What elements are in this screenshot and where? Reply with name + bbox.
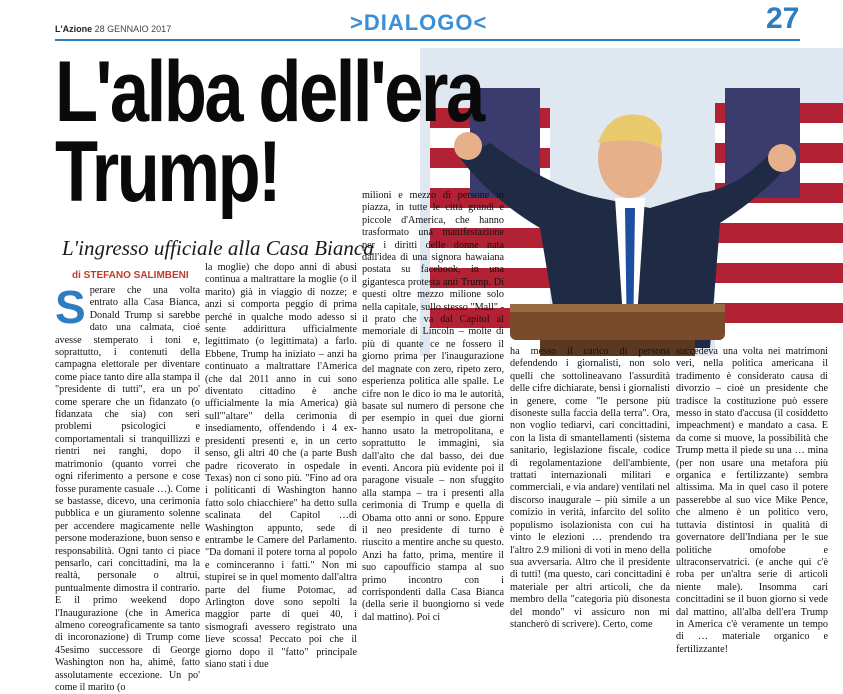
byline: di STEFANO SALIMBENI <box>72 270 189 281</box>
article-column-2 <box>205 262 357 670</box>
column-3-text: milioni e mezzo di persone in piazza, in tutte le città grandi e piccole d'America, che hanno trasformato una manifestazione per i diritti delle donne nata dall'idea di una signora hawaiana postata su facebook, in una gigantesca protesta anti Trump. Di questi oltre mezzo milione solo nella capitale, sullo stesso "Mall" - il prato che va dal Capitol al memoriale di Lincoln – molte di più di quante ce ne fossero il giorno prima per l'inaugurazione del magnate con zero, ripeto zero, esperienza politica alle spalle. Le cifre non le dico io ma le autorità, basate sul numero di persone che per esempio in quei due giorni hanno usato la metropolitana, e soprattutto le immagini, sia dall'alto che dal basso, dei due eventi. Ancora più evidente poi il paragone visuale – non sfuggito alla stampa – tra i presenti alla cerimonia di Trump e quella di Obama otto anni or sono. Eppure il neo presidente di turno è riuscito a mentire anche su questo. Anzi ha fatto, prima, mentire il suo capoufficio stampa al suo primo incontro con i corrispondenti dalla Casa Bianca (della serie il buongiorno si vede dal mattino). Poi ci <box>362 190 504 623</box>
subtitle: L'ingresso ufficiale alla Casa Bianca <box>62 236 374 260</box>
header-rule <box>55 39 800 41</box>
column-5-text: succedeva una volta nei matrimoni veri, nella politica americana il tradimento è considerato causa di divorzio – cioè un presidente che tradisce la costituzione può essere messo in stato d'accusa (il cosiddetto impeachment) e mandato a casa. E da come si muove, la possibilità che Trump metta il piede su una … mina (per non usare una metafora più organica e fertilizzante) sembra altissima. Ma in quel caso il potere passerebbe al suo vice Mike Pence, che almeno è un politico vero, tuttavia distintosi in qualità di governatore dell'Indiana per le sue politiche omofobe e ultraconservatrici. (e anche qui c'è roba per un'altra serie di articoli niente male). Insomma cari concittadini se il buon giorno si vede dal mattino, all'alba dell'era Trump in America c'è veramente un tempo di … materiale organico e fertilizzante! <box>676 346 828 655</box>
headline <box>55 44 483 220</box>
article-column-4 <box>510 346 670 630</box>
page-number: 27 <box>766 2 800 35</box>
article-column-3 <box>362 190 504 623</box>
article-column-1 <box>55 281 200 693</box>
headline-line-1: L'alba dell'era <box>55 44 483 140</box>
american-flag-right <box>715 88 843 356</box>
publication-date: 28 GENNAIO 2017 <box>94 24 172 34</box>
column-2-text: la moglie) che dopo anni di abusi continua a maltrattare la moglie (o il marito) già in viaggio di nozze; e anzi si comporta peggio di prima perché in qualche modo adesso si sente addirittura ufficialmente legittimato (o legittimata) a farlo. Ebbene, Trump ha iniziato – anzi ha continuato a maltrattare l'America (che dal 2011 anno in cui sono diventato cittadino è anche ufficialmente la mia America) già sull'"altare" della cerimonia di insediamento, offendendo i 4 ex-presidenti presenti e, in un certo senso, gli altri 40 che (a parte Bush padre ricoverato in ospedale in Texas) non ci sono più. "Fino ad ora i politicanti di Washington hanno fatto solo chiacchiere" ha detto sulla scalinata del Capitol …di Washington appunto, sede di entrambe le Camere del Parlamento. "Da domani il potere torna al popolo e cominceranno i fatti." Non mi stupirei se in quel momento dall'altra parte del fiume Potomac, ad Arlington dove sono sepolti la maggior parte di quei 40, i sismografi avessero registrato una lieve scossa! Peccato poi che il giorno dopo il "fatto" principale siano stati i due <box>205 262 357 670</box>
headline-line-2: Trump! <box>55 124 280 220</box>
section-title: >DIALOGO< <box>350 10 488 35</box>
page-header <box>0 0 843 40</box>
drop-cap: S <box>55 281 86 333</box>
column-4-text: ha messo il carico di persona defendendo i giornalisti, non solo quelli che sottolineavano l'assurdità delle cifre dichiarate, bensì i giornalisti in genere, come "le persone più disoneste sulla faccia della terra". Ora, non voglio tediarvi, cari concittadini, con la lista di smantellamenti (sistema sanitario, legislazione fiscale, codice di regolamentazione dell'ambiente, trattati internazionali militari e commerciali, e via andare) ventilati nel discorso inaugurale – più simile a un comizio in verità, infarcito del solito populismo isolazionista con cui ha vinto le elezioni … prendendo tra l'altro 2.9 milioni di voti in meno della sua avversaria. Altro che il presidente di tutti! (ma questo, cari concittadini è materiale per altri articoli, che da membro della "categoria più disonesta del mondo" vi assicuro non mi stancherò di scrivere). Certo, come <box>510 346 670 630</box>
article-column-5 <box>676 346 828 655</box>
column-1-text: perare che una volta entrato alla Casa Bianca, Donald Trump si sarebbe dato una calmata, cioé avesse stemperato i toni e, soprattutto, i contenuti della campagna elettorale per diventare come piace tanto dire alla stampa il "presidente di tutti", era un po' come sperare che un fidanzato (o fidanzata che sia) con seri problemi psicologici e comportamentali si tranquillizzi e rientri nei ranghi, dopo il matrimonio (quanto vorrei che ogni riferimento a persone e cose fosse puramente casuale …). Come se bastasse, dicevo, una cerimonia pubblica e un giuramento solenne per accendere magicamente nelle persone moderazione, buon senso e responsabilità. Ogni tanto ci piace pensarlo, cari concittadini, ma la realtà, personale o altrui, puntualmente dimostra il contrario. E il primo weekend dopo l'Inaugurazione (che in America almeno coreograficamente sa tanto di incoronazione) di Trump come 45esimo successore di George Washington non ha, ahimè, fatto assolutamente eccezione. Un po' come il marito (o <box>55 285 200 693</box>
publication-name: L'Azione <box>55 24 93 34</box>
publication-info <box>55 24 171 34</box>
